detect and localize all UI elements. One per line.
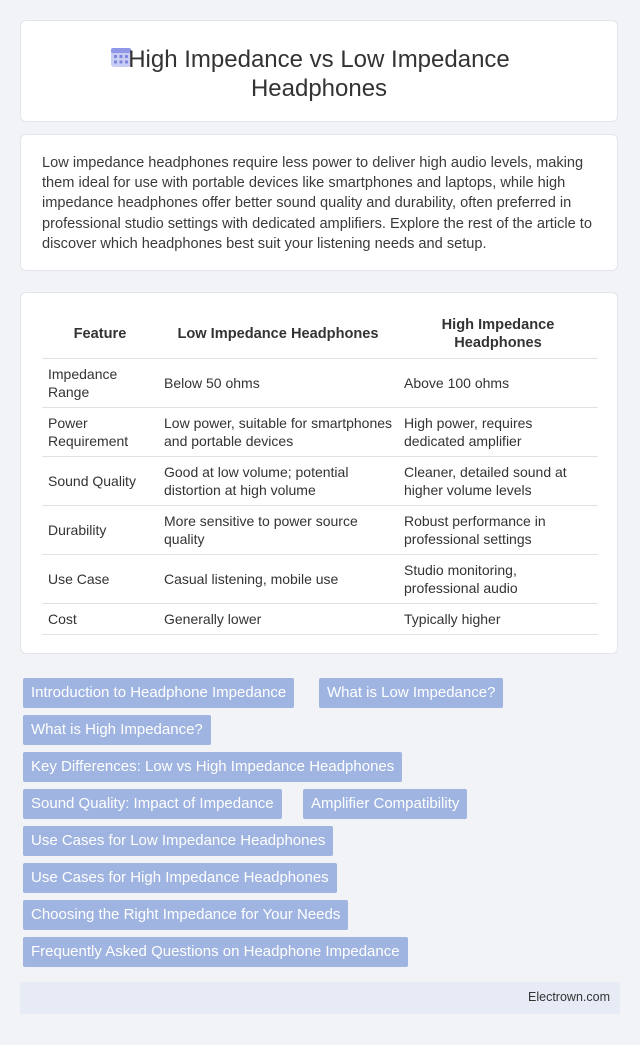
page-title-text: High Impedance vs Low Impedance Headphones (128, 46, 510, 102)
table-cell: Sound Quality (42, 457, 158, 506)
table-cell: High power, requires dedicated amplifier (398, 408, 598, 457)
table-row (42, 506, 598, 555)
table-row (42, 408, 598, 457)
footer (20, 982, 620, 1014)
topic-link[interactable]: Introduction to Headphone Impedance (23, 678, 294, 708)
header-feature: Feature (42, 310, 158, 359)
table-cell: Below 50 ohms (158, 359, 398, 408)
table-cell: Typically higher (398, 604, 598, 635)
topic-link[interactable]: Amplifier Compatibility (303, 789, 467, 819)
footer-brand: Electrown.com (528, 990, 610, 1004)
topic-link[interactable]: Choosing the Right Impedance for Your Needs (23, 900, 348, 930)
table-row (42, 359, 598, 408)
header-high-impedance: High Impedance Headphones (398, 310, 598, 359)
table-cell: Low power, suitable for smartphones and portable devices (158, 408, 398, 457)
topic-link[interactable]: Sound Quality: Impact of Impedance (23, 789, 282, 819)
intro-card (20, 134, 618, 271)
comparison-table-card (20, 292, 618, 654)
topic-link[interactable]: What is High Impedance? (23, 715, 211, 745)
table-header-row (42, 310, 598, 359)
table-cell: Generally lower (158, 604, 398, 635)
table-cell: More sensitive to power source quality (158, 506, 398, 555)
table-cell: Good at low volume; potential distortion at high volume (158, 457, 398, 506)
table-cell: Studio monitoring, professional audio (398, 555, 598, 604)
table-cell: Impedance Range (42, 359, 158, 408)
table-cell: Above 100 ohms (398, 359, 598, 408)
table-cell: Casual listening, mobile use (158, 555, 398, 604)
table-cell: Durability (42, 506, 158, 555)
title-card (20, 20, 618, 122)
table-cell: Robust performance in professional settings (398, 506, 598, 555)
comparison-table (42, 310, 598, 635)
table-cell: Use Case (42, 555, 158, 604)
table-row (42, 604, 598, 635)
header-low-impedance: Low Impedance Headphones (158, 310, 398, 359)
topic-link[interactable]: Use Cases for Low Impedance Headphones (23, 826, 333, 856)
topic-link[interactable]: Frequently Asked Questions on Headphone Impedance (23, 937, 408, 967)
table-cell: Cost (42, 604, 158, 635)
table-cell: Power Requirement (42, 408, 158, 457)
page-title (21, 45, 617, 103)
table-row (42, 457, 598, 506)
topic-link[interactable]: What is Low Impedance? (319, 678, 503, 708)
topic-link[interactable]: Use Cases for High Impedance Headphones (23, 863, 337, 893)
intro-paragraph: Low impedance headphones require less power to deliver high audio levels, making them ideal for use with portable devices like smartphones and laptops, while high impedance headphones offer better sound quality and durability, often preferred in professional studio settings with dedicated amplifiers. Explore the rest of the article to discover which headphones best suit your listening needs and setup. (42, 155, 592, 252)
topic-link[interactable]: Key Differences: Low vs High Impedance Headphones (23, 752, 402, 782)
table-row (42, 555, 598, 604)
table-cell: Cleaner, detailed sound at higher volume levels (398, 457, 598, 506)
